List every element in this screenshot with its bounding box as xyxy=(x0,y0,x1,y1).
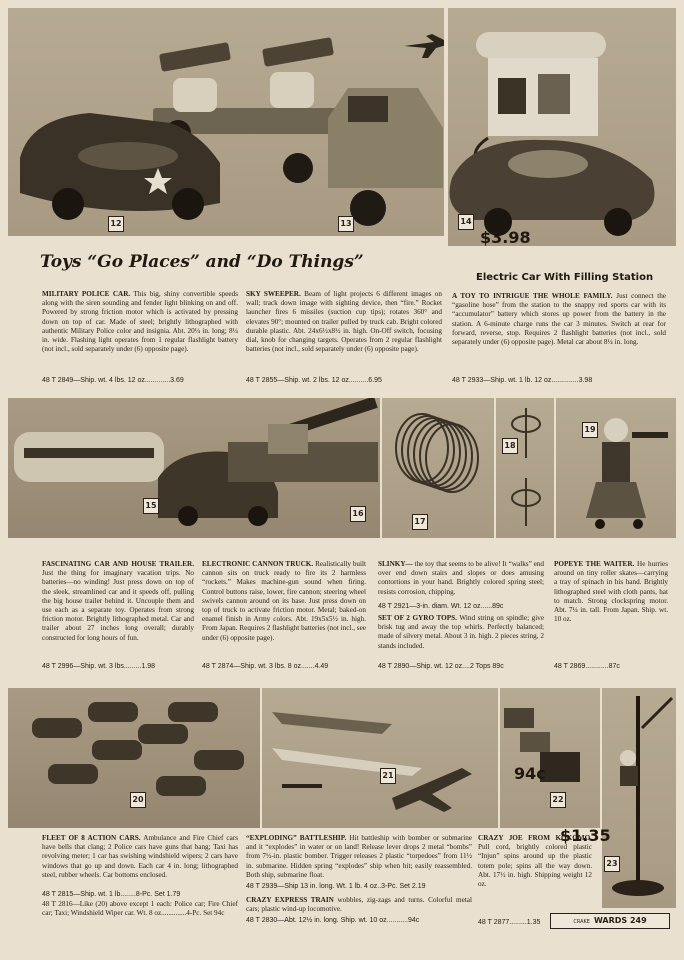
item-description xyxy=(246,290,442,354)
gyro-tops-illustration xyxy=(496,398,554,538)
item-text: Just the thing for imaginary vacation trips. No batteries—no winding! Just press down on top of the sleek, streamlined car and it speeds off, pulling the big house trailer behind it. Uncouple them and use each as a separate toy. Operates from strong friction motor. Brightly lithographed metal. Car and trailer about 27 inches long overall; durably constructed for long hours of fun. xyxy=(42,569,194,642)
item-number-badge: 19 xyxy=(582,422,598,438)
item-title: A TOY TO INTRIGUE THE WHOLE FAMILY. xyxy=(452,292,613,300)
item-text: Beam of light projects 6 different images on wall; track down image with sighting device, then “fire.” Rocket launcher fires 6 missiles (suction cup tips); rotates 360° and elevates 90°; mounted on trailer pulled by truck cab. Bright colored durable plastic. Abt. 24x6½x8½ in. high. On-Off switch, focusing dial, knob for changing targets. Operates from 2 regular flashlight batteries (not incl., sold separately under (6) opposite page). xyxy=(246,290,442,354)
catalog-number: 48 T 2849—Ship. wt. 4 lbs. 12 oz.............3.69 xyxy=(42,377,184,384)
item-text: This big, shiny convertible speeds along with the siren sounding and fender light blinking on and off. Powered by strong friction motor which is activated by pressing down on top of car. Made of steel; brightly lithographed with authentic Military Police color and insignia. Abt. 20¼ in. long; 8¼ in. wide. Flashing light operates from 1 regular flashlight battery (not incl., sold separately under (6) opposite page). xyxy=(42,290,238,354)
photo-exploding-battleship xyxy=(262,688,498,828)
item-description xyxy=(42,290,238,354)
item-title: POPEYE THE WAITER. xyxy=(554,560,635,568)
catalog-number-secondary: 48 T 2816—Like (20) above except 1 each: Police car; Fire Chief car; Taxi; Windshield Wiper car. Wt. 8 oz..............4-Pc. Set 94c xyxy=(42,900,238,918)
footer-small-label: CRAKE xyxy=(573,919,590,925)
item-title: FLEET OF 8 ACTION CARS. xyxy=(42,834,141,842)
photo-gyro-tops xyxy=(496,398,554,538)
item-number-badge: 17 xyxy=(412,514,428,530)
photo-military-police-car-and-sky-sweeper xyxy=(8,8,444,236)
section-subheading: Electric Car With Filling Station xyxy=(476,272,654,283)
slinky-illustration xyxy=(382,398,494,538)
item-text: Hit battleship with bomber or submarine and it “explodes” in water or on land! Release lever drops 2 metal “bombs” from 7½-in. plastic bomber. Trigger releases 2 plastic “torpedoes” from 11½ in. submarine. Hidden spring “explodes” ship when hit; easily reassembled. Both ship, submarine float. xyxy=(246,834,472,879)
catalog-number: 48 T 2855—Ship. wt. 2 lbs. 12 oz..........6.95 xyxy=(246,377,382,384)
item-description xyxy=(478,834,592,889)
item-title: SET OF 2 GYRO TOPS. xyxy=(378,614,457,622)
item-number-badge: 22 xyxy=(550,792,566,808)
item-description xyxy=(202,560,366,643)
photo-electric-car-filling-station xyxy=(448,8,676,246)
item-title: SKY SWEEPER. xyxy=(246,290,301,298)
toys-illustration-14 xyxy=(448,8,676,246)
item-text: Just connect the “gasoline hose” from the station to the snappy red sports car with its “accumulator” battery which stores up power from the battery in the station. A 6-minute charge runs the car 3 minutes. Switch at rear for forward, reverse, stop. Requires 2 flashlight batteries (not incl., sold separately under (6) opposite page). Metal car about 8¼ in. long. xyxy=(452,292,667,347)
catalog-number: 48 T 2815—Ship. wt. 1 lb........8-Pc. Set 1.79 xyxy=(42,891,181,898)
price-tag: $1.35 xyxy=(560,826,611,845)
item-title: FASCINATING CAR AND HOUSE TRAILER. xyxy=(42,560,194,568)
toys-illustration-15-16 xyxy=(8,398,380,538)
photo-slinky xyxy=(382,398,494,538)
item-description xyxy=(246,834,472,880)
item-number-badge: 16 xyxy=(350,506,366,522)
item-description xyxy=(554,560,668,624)
catalog-number: 48 T 2869............87c xyxy=(554,663,620,670)
item-number-badge: 20 xyxy=(130,792,146,808)
item-title: ELECTRONIC CANNON TRUCK. xyxy=(202,560,314,568)
item-number-badge: 13 xyxy=(338,216,354,232)
popeye-illustration xyxy=(556,398,676,538)
catalog-number: 48 T 2996—Ship. wt. 3 lbs.........1.98 xyxy=(42,663,155,670)
item-number-badge: 21 xyxy=(380,768,396,784)
catalog-number: 48 T 2874—Ship. wt. 3 lbs. 8 oz.......4.49 xyxy=(202,663,329,670)
item-title: CRAZY JOE FROM KOKOMO. xyxy=(478,834,592,842)
catalog-number: 48 T 2890—Ship. wt. 12 oz....2 Tops 89c xyxy=(378,663,504,670)
crazy-joe-illustration xyxy=(602,688,676,908)
photo-crazy-joe xyxy=(602,688,676,908)
item-title: “EXPLODING” BATTLESHIP. xyxy=(246,834,347,842)
item-description xyxy=(452,292,666,347)
catalog-number: 48 T 2921—3-in. diam. Wt. 12 oz......89c xyxy=(378,603,504,610)
photo-fleet-of-action-cars xyxy=(8,688,260,828)
page-footer xyxy=(550,913,670,929)
page-heading: Toys “Go Places” and “Do Things” xyxy=(40,252,364,272)
battleship-illustration xyxy=(262,688,498,828)
item-description xyxy=(42,834,238,880)
item-description xyxy=(246,896,472,914)
item-title: CRAZY EXPRESS TRAIN xyxy=(246,896,334,904)
item-number-badge: 18 xyxy=(502,438,518,454)
item-text: Wind string on spindle; give brisk tug and away the top whirls. Perfectly balanced; made of silvery metal. About 3 in. high. 2 pieces string, 2 stands included. xyxy=(378,614,545,650)
item-number-badge: 12 xyxy=(108,216,124,232)
toys-illustration-12-13 xyxy=(8,8,444,236)
price-tag: $3.98 xyxy=(480,228,531,246)
item-title: SLINKY— xyxy=(378,560,413,568)
item-text: Ambulance and Fire Chief cars have bells that clang; 2 Police cars have guns that bang; Taxi has revolving meter; 1 car has swishing windshield wipers; 2 cars have windows that go up and down. Each car 4 in. long; lithographed steel, rubber wheels. Car bottoms enclosed. xyxy=(42,834,239,879)
item-description xyxy=(378,614,544,651)
catalog-number: 48 T 2939—Ship 13 in. long. Wt. 1 lb. 4 oz..3-Pc. Set 2.19 xyxy=(246,883,426,890)
item-text: He hurries around on tiny roller skates—carrying a tray of spinach in his hand. Brightly lithographed steel with cloth pants, hat to match. Strong clockspring motor. Abt. 7¼ in. tall. From Japan. Ship. wt. 10 oz. xyxy=(554,560,668,624)
item-text: Realistically built cannon sits on truck ready to fire its 2 harmless “rockets.” Makes machine-gun sound when firing. Control buttons raise, lower, fire cannon; steering wheel swivels cannon around on its base. Just press down on top of truck to activate friction motor. Metal; baked-on enamel finish in Army colors. Abt. 19x5x5½ in. high. From Japan. Requires 2 flashlight batteries (not incl., see under (6) opposite page). xyxy=(202,560,367,642)
item-number-badge: 23 xyxy=(604,856,620,872)
catalog-number: 48 T 2830—Abt. 12½ in. long. Ship. wt. 10 oz...........94c xyxy=(246,917,420,924)
item-number-badge: 15 xyxy=(143,498,159,514)
item-text: wobbles, zig-zags and turns. Colorful metal cars; plastic wind-up locomotive. xyxy=(246,896,472,914)
catalog-number: 48 T 2877.........1.35 xyxy=(478,919,541,926)
footer-label: WARDS 249 xyxy=(593,916,647,925)
item-title: MILITARY POLICE CAR. xyxy=(42,290,131,298)
item-description xyxy=(42,560,194,643)
item-number-badge: 14 xyxy=(458,214,474,230)
price-tag: 94c xyxy=(514,764,546,783)
item-text: the toy that seems to be alive! It “walks” end over end down stairs and slopes or does amusing contortions in your hand. Brightly colored spring steel; resists corrosion, chipping. xyxy=(378,560,544,596)
photo-car-trailer-cannon-truck xyxy=(8,398,380,538)
photo-crazy-express-train xyxy=(500,688,600,828)
catalog-number: 48 T 2933—Ship. wt. 1 lb. 12 oz..............3.98 xyxy=(452,377,593,384)
photo-popeye-waiter xyxy=(556,398,676,538)
item-text: Pull cord, brightly colored plastic “Injun” spins around up the plastic totem pole; spins all the way down. Abt. 17½ in. high. Shipping weight 12 oz. xyxy=(478,843,592,889)
item-description xyxy=(378,560,544,597)
